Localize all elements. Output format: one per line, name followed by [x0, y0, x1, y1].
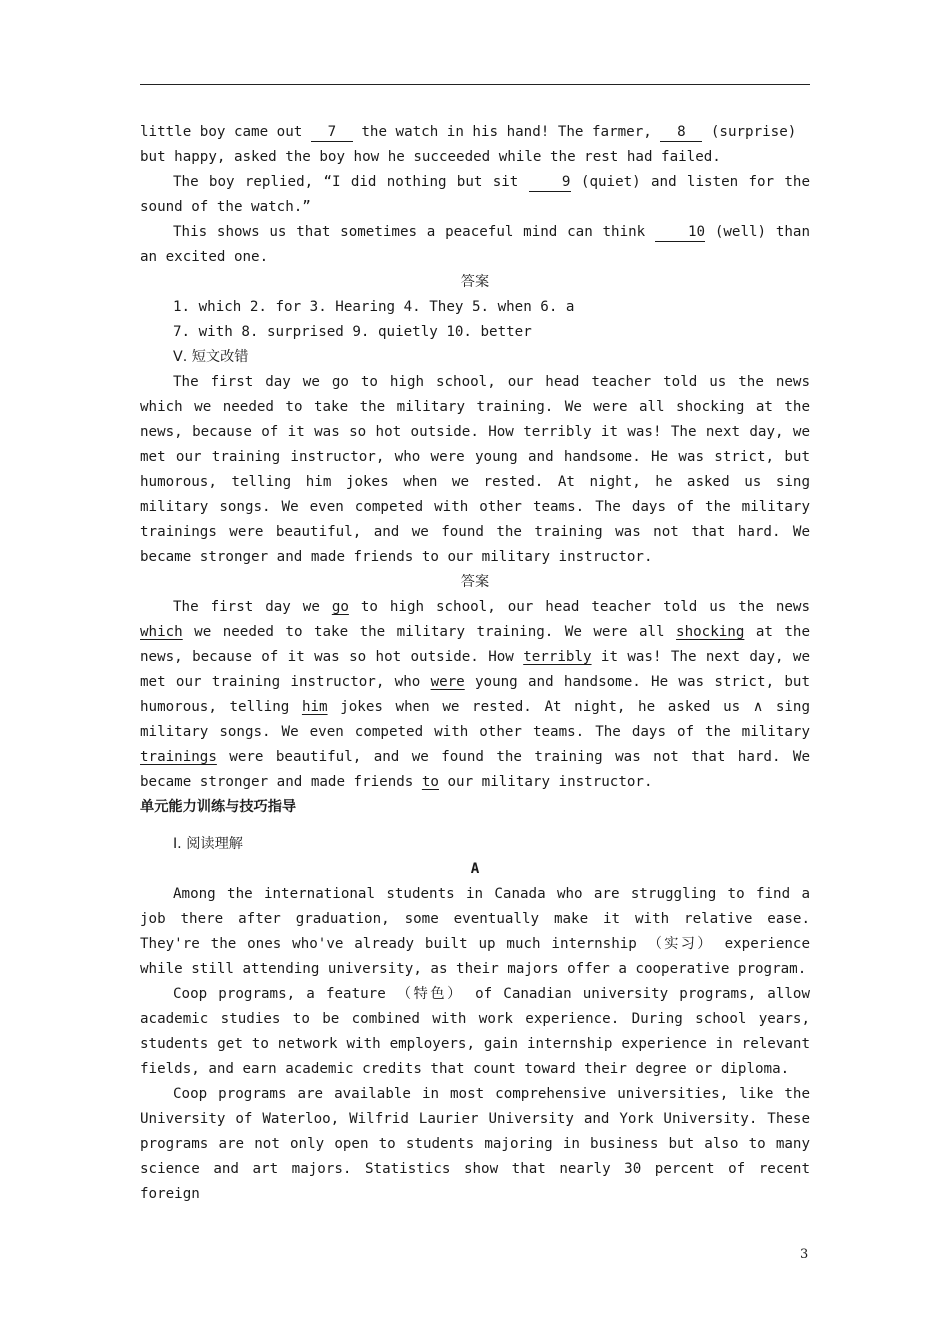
- section-title: Ⅴ. 短文改错: [173, 349, 249, 365]
- answer-line: 1. which 2. for 3. Hearing 4. They 5. when 6. a: [173, 299, 575, 315]
- marked-word: him: [301, 699, 328, 715]
- reading-paragraph: Coop programs are available in most comprehensive universities, like the University of Waterloo, Wilfrid Laurier University and York University. These programs are not only open to students majoring in business but also to many science and art majors. Statistics show that nearly 30 percent of recent foreign: [140, 1086, 810, 1202]
- page-content: [140, 120, 810, 1207]
- answer-line: 7. with 8. surprised 9. quietly 10. better: [173, 324, 532, 340]
- passage-paragraph: This shows us that sometimes a peaceful mind can think 10 (well) than an excited one.: [140, 224, 810, 265]
- marked-word: go: [331, 599, 349, 615]
- marked-word: to: [421, 774, 439, 790]
- blank-10: 10: [655, 224, 705, 242]
- error-correction-passage: The first day we go to high school, our head teacher told us the news which we needed to take the military training. We were all shocking at the news, because of it was so hot outside. How terribly it was! The next day, we met our training instructor, who were young and handsome. He was strict, but humorous, telling him jokes when we rested. At night, he asked us sing military songs. We even competed with other teams. The days of the military trainings were beautiful, and we found the training was not that hard. We became stronger and made friends to our military instructor.: [140, 374, 810, 565]
- passage-letter: A: [470, 861, 480, 877]
- insertion-mark: ∧: [752, 699, 764, 715]
- marked-word: terribly: [523, 649, 592, 665]
- passage-paragraph: The boy replied, “I did nothing but sit 9 (quiet) and listen for the sound of the watch.”: [140, 174, 810, 215]
- marked-word: trainings: [140, 749, 217, 765]
- blank-8: 8: [660, 124, 702, 142]
- page-number: 3: [800, 1247, 809, 1262]
- passage-line: but happy, asked the boy how he succeeded while the rest had failed.: [140, 149, 721, 165]
- reading-paragraph: Among the international students in Canada who are struggling to find a job there after graduation, some eventually make it with relative ease. They're the ones who've already built up much internship （实习） experience while still attending university, as their majors offer a cooperative program.: [140, 886, 810, 977]
- header-rule: [140, 84, 810, 85]
- unit-heading: 单元能力训练与技巧指导: [140, 799, 297, 815]
- blank-7: 7: [311, 124, 353, 142]
- marked-word: were: [430, 674, 465, 690]
- spacer: [140, 820, 810, 832]
- marked-word: which: [140, 624, 183, 640]
- answer-label: 答案: [460, 274, 490, 290]
- passage-line: little boy came out 7 the watch in his hand! The farmer, 8 (surprise): [140, 124, 797, 140]
- corrected-passage: The first day we go to high school, our head teacher told us the news which we needed to take the military training. We were all shocking at the news, because of it was so hot outside. How terribly it was! The next day, we met our training instructor, who were young and handsome. He was strict, but humorous, telling him jokes when we rested. At night, he asked us ∧ sing military songs. We even competed with other teams. The days of the military trainings were beautiful, and we found the training was not that hard. We became stronger and made friends to our military instructor.: [140, 599, 811, 790]
- subsection-title: Ⅰ. 阅读理解: [173, 836, 243, 852]
- answer-label: 答案: [460, 574, 490, 590]
- reading-paragraph: Coop programs, a feature （特色） of Canadian university programs, allow academic studies to be combined with work experience. During school years, students get to network with employers, gain internship experience in relevant fields, and earn academic credits that count toward their degree or diploma.: [140, 986, 810, 1077]
- blank-9: 9: [529, 174, 571, 192]
- marked-word: shocking: [676, 624, 745, 640]
